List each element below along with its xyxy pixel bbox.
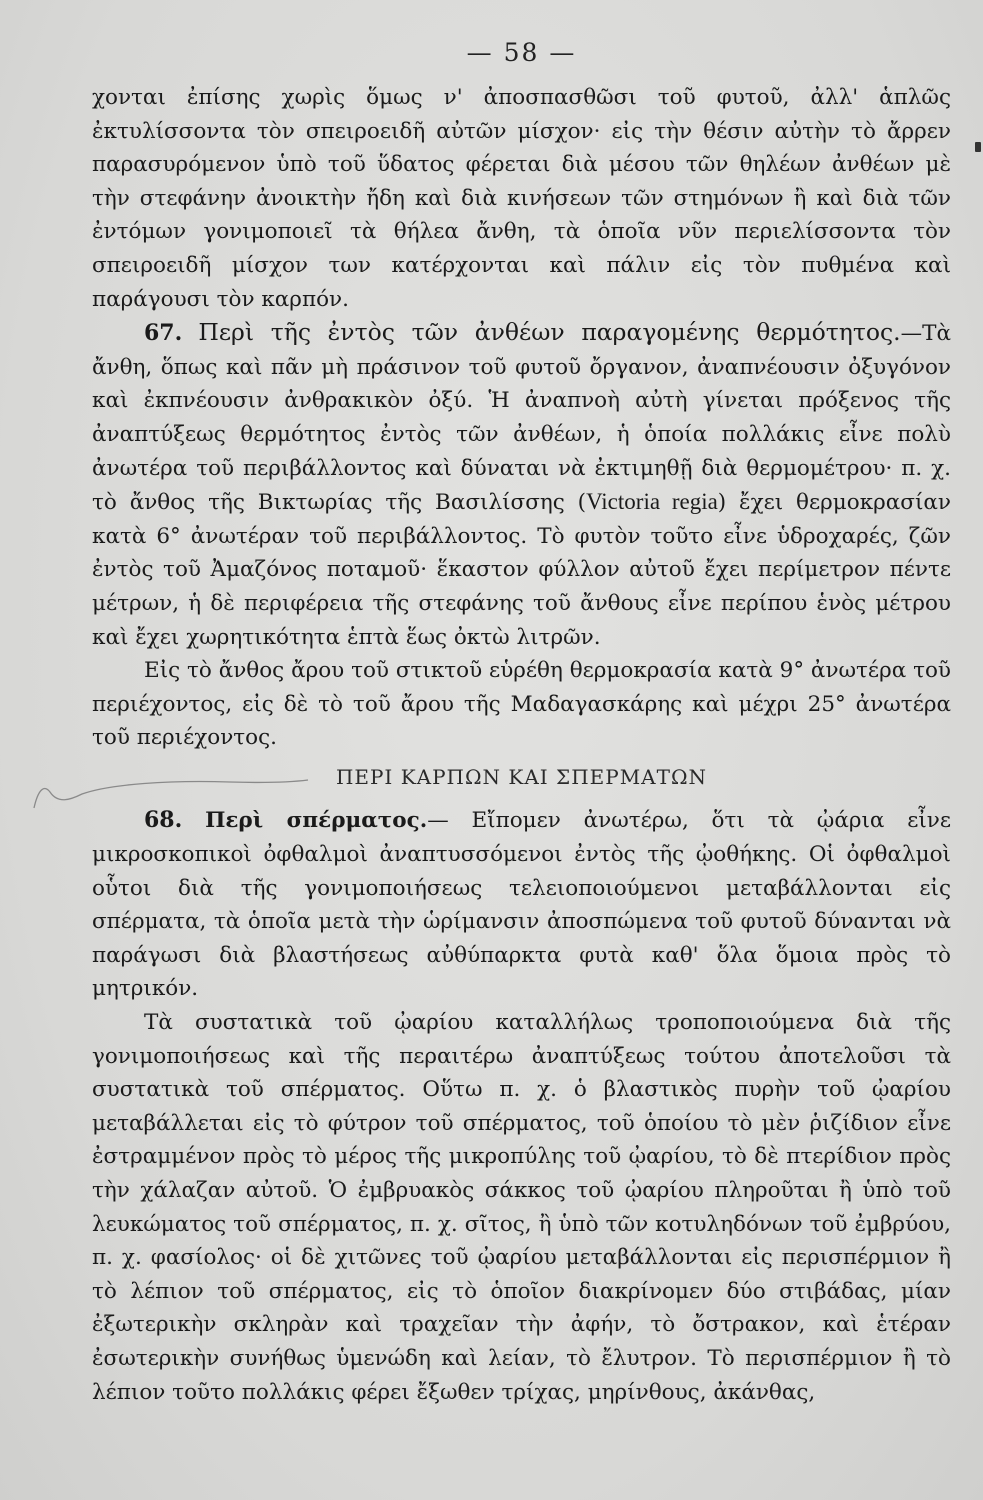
pencil-mark (30, 770, 310, 830)
section-68 (92, 804, 951, 1006)
paragraph-continued: χονται ἐπίσης χωρὶς ὅμως ν' ἀποσπασθῶσι τοῦ φυτοῦ, ἀλλ' ἁπλῶς ἐκτυλίσσοντα τὸν σπειροειδῆ αὐτῶν μίσχον· εἰς τὴν θέσιν αὐτὴν τὸ ἄρρεν παρασυρόμενον ὑπὸ τοῦ ὕδατος φέρεται διὰ μέσου τῶν θηλέων ἀνθέων μὲ τὴν στεφάνην ἀνοικτὴν ἤδη καὶ διὰ κινήσεων τῶν στημόνων ἢ καὶ διὰ τῶν ἐντόμων γονιμοποιεῖ τὰ θήλεα ἄνθη, τὰ ὁποῖα νῦν περιελίσσοντα τὸν σπειροειδῆ μίσχον των κατέρχονται καὶ πάλιν εἰς τὸν πυθμένα καὶ παράγουσι τὸν καρπόν. (92, 85, 951, 312)
section-title: Περὶ τῆς ἐντὸς τῶν ἀνθέων παραγομένης θερμότητος. (198, 318, 901, 347)
section-67 (92, 316, 951, 654)
latin-name: Victoria regia (586, 489, 718, 515)
section-number: 68. (144, 807, 183, 834)
paragraph: Εἰς τὸ ἄνθος ἄρου τοῦ στικτοῦ εὑρέθη θερμοκρασία κατὰ 9° ἀνωτέρα τοῦ περιέχοντος, εἰς δὲ τὸ τοῦ ἄρου τῆς Μαδαγασκάρης καὶ μέχρι 25° ἀνωτέρα τοῦ περιέχοντος. (92, 658, 951, 751)
edge-mark (975, 142, 981, 152)
section-text: — Εἴπομεν ἀνωτέρω, ὅτι τὰ ᾠάρια εἶνε μικροσκοπικοὶ ὀφθαλμοὶ ἀναπτυσσόμενοι ἐντὸς τῆς ᾠοθήκης. Οἱ ὀφθαλμοὶ οὗτοι διὰ τῆς γονιμοποιήσεως τελειοποιούμενοι μεταβάλλονται εἰς σπέρματα, τὰ ὁποῖα μετὰ τὴν ὡρίμανσιν ἀποσπώμενα τοῦ φυτοῦ δύνανται νὰ παράγωσι διὰ βλαστήσεως αὐθύπαρκτα φυτὰ καθ' ὅλα ὅμοια πρὸς τὸ μητρικόν. (92, 808, 951, 1002)
paragraph: Τὰ συστατικὰ τοῦ ᾠαρίου καταλλήλως τροποποιούμενα διὰ τῆς γονιμοποιήσεως καὶ τῆς περαιτέρω ἀναπτύξεως τούτου ἀποτελοῦσι τὰ συστατικὰ τοῦ σπέρματος. Οὕτω π. χ. ὁ βλαστικὸς πυρὴν τοῦ ᾠαρίου μεταβάλλεται εἰς τὸ φύτρον τοῦ σπέρματος, τοῦ ὁποίου τὸ μὲν ῥιζίδιον εἶνε ἐστραμμένον πρὸς τὸ μέρος τῆς μικροπύλης τοῦ ᾠαρίου, τὸ δὲ πτερίδιον πρὸς τὴν χάλαζαν αὐτοῦ. Ὁ ἐμβρυακὸς σάκκος τοῦ ᾠαρίου πληροῦται ἢ ὑπὸ τοῦ λευκώματος τοῦ σπέρματος, π. χ. σῖτος, ἢ ὑπὸ τῶν κοτυληδόνων τοῦ ἐμβρύου, π. χ. φασίολος· οἱ δὲ χιτῶνες τοῦ ᾠαρίου μεταβάλλονται εἰς περισπέρμιον ἢ τὸ λέπιον τοῦ σπέρματος, εἰς τὸ ὁποῖον διακρίνομεν δύο στιβάδας, μίαν ἐξωτερικὴν σκληρὰν καὶ τραχεῖαν τὴν ἀφήν, τὸ ὄστρακον, καὶ ἑτέραν ἐσωτερικὴν συνήθως ὑμενώδη καὶ λείαν, τὸ ἔλυτρον. Τὸ περισπέρμιον ἢ τὸ λέπιον τοῦτο πολλάκις φέρει ἔξωθεν τρίχας, μηρίνθους, ἀκάνθας, (92, 1010, 951, 1405)
chapter-heading: ΠΕΡΙ ΚΑΡΠΩΝ ΚΑΙ ΣΠΕΡΜΑΤΩΝ (335, 764, 708, 789)
page-number: — 58 — (466, 38, 577, 67)
section-number: 67. (144, 320, 183, 347)
section-title: Περὶ σπέρματος. (205, 808, 428, 834)
body-text (92, 81, 951, 1409)
section-text: —Τὰ ἄνθη, ὅπως καὶ πᾶν μὴ πράσινον τοῦ φυτοῦ ὄργανον, ἀναπνέουσιν ὀξυγόνον καὶ ἐκπνέουσιν ἀνθρακικὸν ὀξύ. Ἡ ἀναπνοὴ αὐτὴ γίνεται πρόξενος τῆς ἀναπτύξεως θερμότητος ἐντὸς τῶν ἀνθέων, ἡ ὁποία πολλάκις εἶνε πολὺ ἀνωτέρα τοῦ περιβάλλοντος καὶ δύναται νὰ ἐκτιμηθῇ διὰ θερμομέτρου· π. χ. τὸ ἄνθος τῆς Βικτωρίας τῆς Βασιλίσσης ( (92, 321, 951, 516)
section-text-cont: ) ἔχει θερμοκρασίαν κατὰ 6° ἀνωτέραν τοῦ περιβάλλοντος. Τὸ φυτὸν τοῦτο εἶνε ὑδροχαρές, ζῶν ἐντὸς τοῦ Ἀμαζόνος ποταμοῦ· ἕκαστον φύλλον αὐτοῦ ἔχει περίμετρον πέντε μέτρων, ἡ δὲ περιφέρεια τῆς στεφάνης τοῦ ἄνθους εἶνε περίπου ἑνὸς μέτρου καὶ ἔχει χωρητικότητα ἑπτὰ ἕως ὀκτὼ λιτρῶν. (92, 490, 951, 650)
